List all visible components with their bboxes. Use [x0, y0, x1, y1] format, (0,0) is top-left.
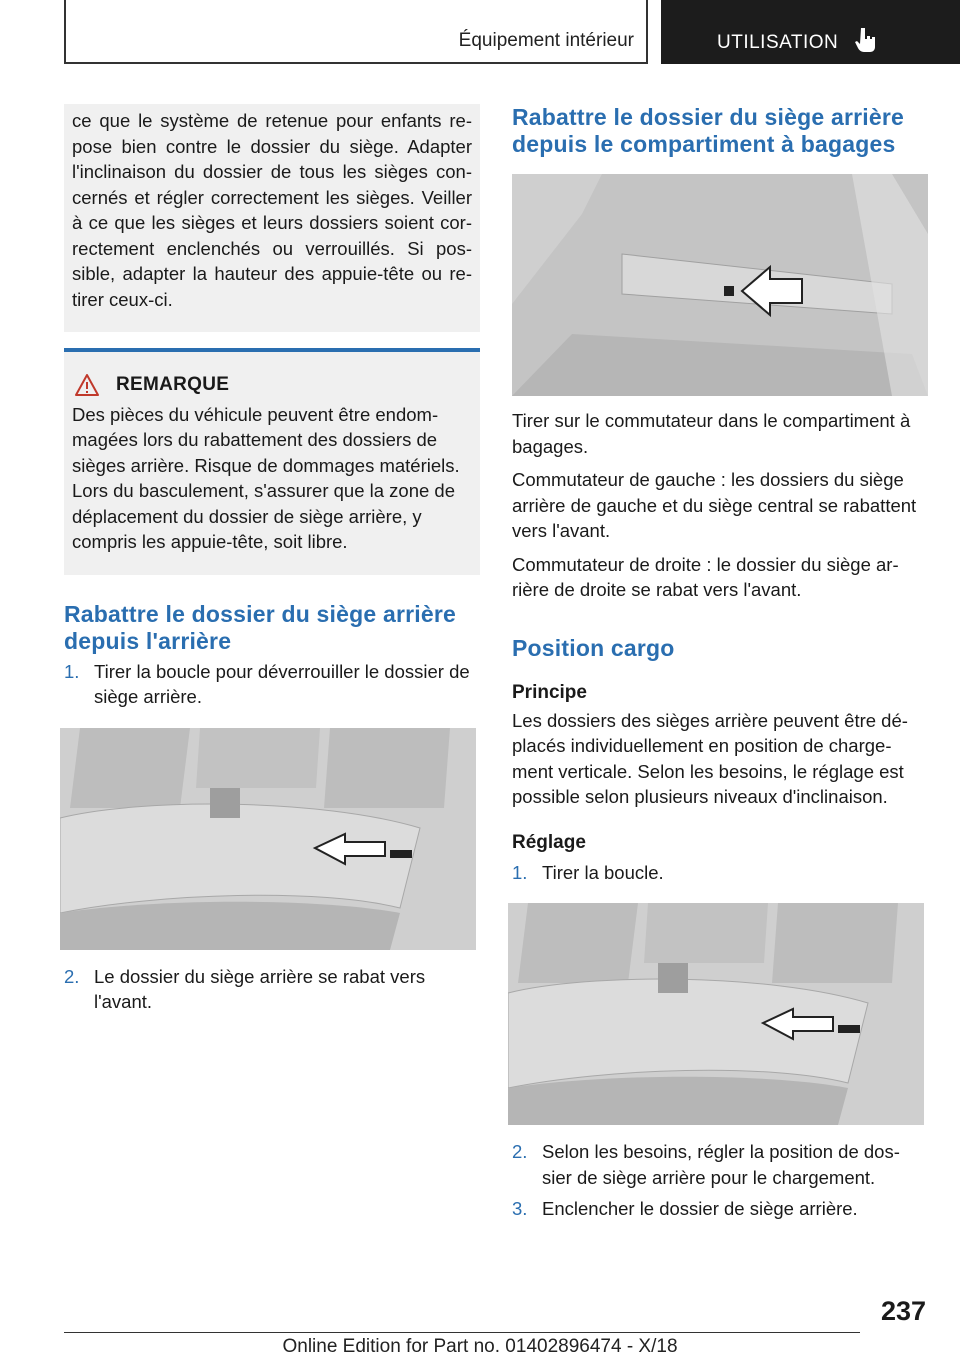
- section-title: Équipement intérieur: [458, 30, 634, 51]
- chapter-tab: [661, 0, 960, 64]
- footer-edition: Online Edition for Part no. 01402896474 - X/18: [282, 1336, 678, 1357]
- adjust-seat-photo: [508, 903, 924, 1125]
- step-item: [64, 659, 480, 710]
- principle-text: Les dossiers des sièges arrière peuvent être dé-placés individuellement en position de charge-ment verticale. Selon les besoins, le réglage est possible selon plusieurs niveaux d'inclinaison.: [512, 709, 908, 807]
- step-item: [512, 1196, 928, 1222]
- section-heading-rear: Rabattre le dossier du siège arrière depuis l'arrière: [64, 600, 456, 654]
- notice-header: [72, 372, 472, 398]
- warning-icon: [74, 373, 100, 397]
- notice-text: Des pièces du véhicule peuvent être endom-magées lors du rabattement des dossiers de sièges arrière. Risque de dommages matériels. Lors du basculement, s'assurer que la zone de déplacement du dossier de siège arrière, y compris les appuie-tête, soit libre.: [72, 403, 460, 552]
- adjust-label: Réglage: [512, 831, 586, 853]
- step-text: Le dossier du siège arrière se rabat vers l'avant.: [94, 965, 426, 1012]
- step-text: Tirer la boucle.: [542, 861, 664, 883]
- intro-box: [64, 104, 480, 332]
- left-switch-text: Commutateur de gauche : les dossiers du siège arrière de gauche et du siège central se rabattent vers l'avant.: [512, 469, 917, 541]
- cargo-heading: Position cargo: [512, 634, 675, 661]
- intro-text: ce que le système de retenue pour enfants re-pose bien contre le dossier du siège. Adapter l'inclinaison du dossier de tous les sièges con-cernés et régler correctement les sièges. Veiller à ce que les sièges et leurs dossiers soient cor-rectement enclenchés ou verrouillés. Si pos-sible, adapter la hauteur des appuie-tête ou re-tirer ceux-ci.: [72, 110, 472, 310]
- step-text: Enclencher le dossier de siège arrière.: [542, 1198, 858, 1219]
- principle-label: Principe: [512, 681, 587, 703]
- hand-pointer-icon: [852, 26, 880, 54]
- rear-seat-illustration: [60, 728, 476, 950]
- rear-seat-photo: [60, 728, 476, 950]
- step-item: [512, 1139, 928, 1190]
- page-number: 237: [880, 1296, 926, 1326]
- step-number: 1.: [512, 861, 528, 883]
- right-switch-text: Commutateur de droite : le dossier du siège ar-rière de droite se rabat vers l'avant.: [512, 553, 899, 600]
- footer-divider: [64, 1332, 860, 1333]
- step-number: 3.: [512, 1198, 528, 1219]
- notice-box: [64, 348, 480, 575]
- trunk-illustration: [512, 174, 928, 396]
- trunk-instruction: Tirer sur le commutateur dans le compartiment à bagages.: [512, 410, 911, 457]
- step-item: [64, 964, 480, 1015]
- trunk-photo: [512, 174, 928, 396]
- section-tab: [64, 0, 648, 64]
- right-column: [512, 104, 928, 1222]
- adjust-seat-illustration: [508, 903, 924, 1125]
- step-item: [512, 860, 928, 886]
- step-text: Selon les besoins, régler la position de dos-sier de siège arrière pour le chargement.: [542, 1141, 900, 1188]
- section-heading-trunk: Rabattre le dossier du siège arrière depuis le compartiment à bagages: [512, 104, 904, 157]
- step-text: Tirer la boucle pour déverrouiller le dossier de siège arrière.: [94, 660, 470, 707]
- notice-title: REMARQUE: [116, 374, 230, 395]
- left-column: [64, 104, 480, 1015]
- step-number: 2.: [512, 1141, 528, 1162]
- step-number: 2.: [64, 965, 80, 987]
- step-number: 1.: [64, 660, 80, 682]
- chapter-title: UTILISATION: [717, 32, 839, 53]
